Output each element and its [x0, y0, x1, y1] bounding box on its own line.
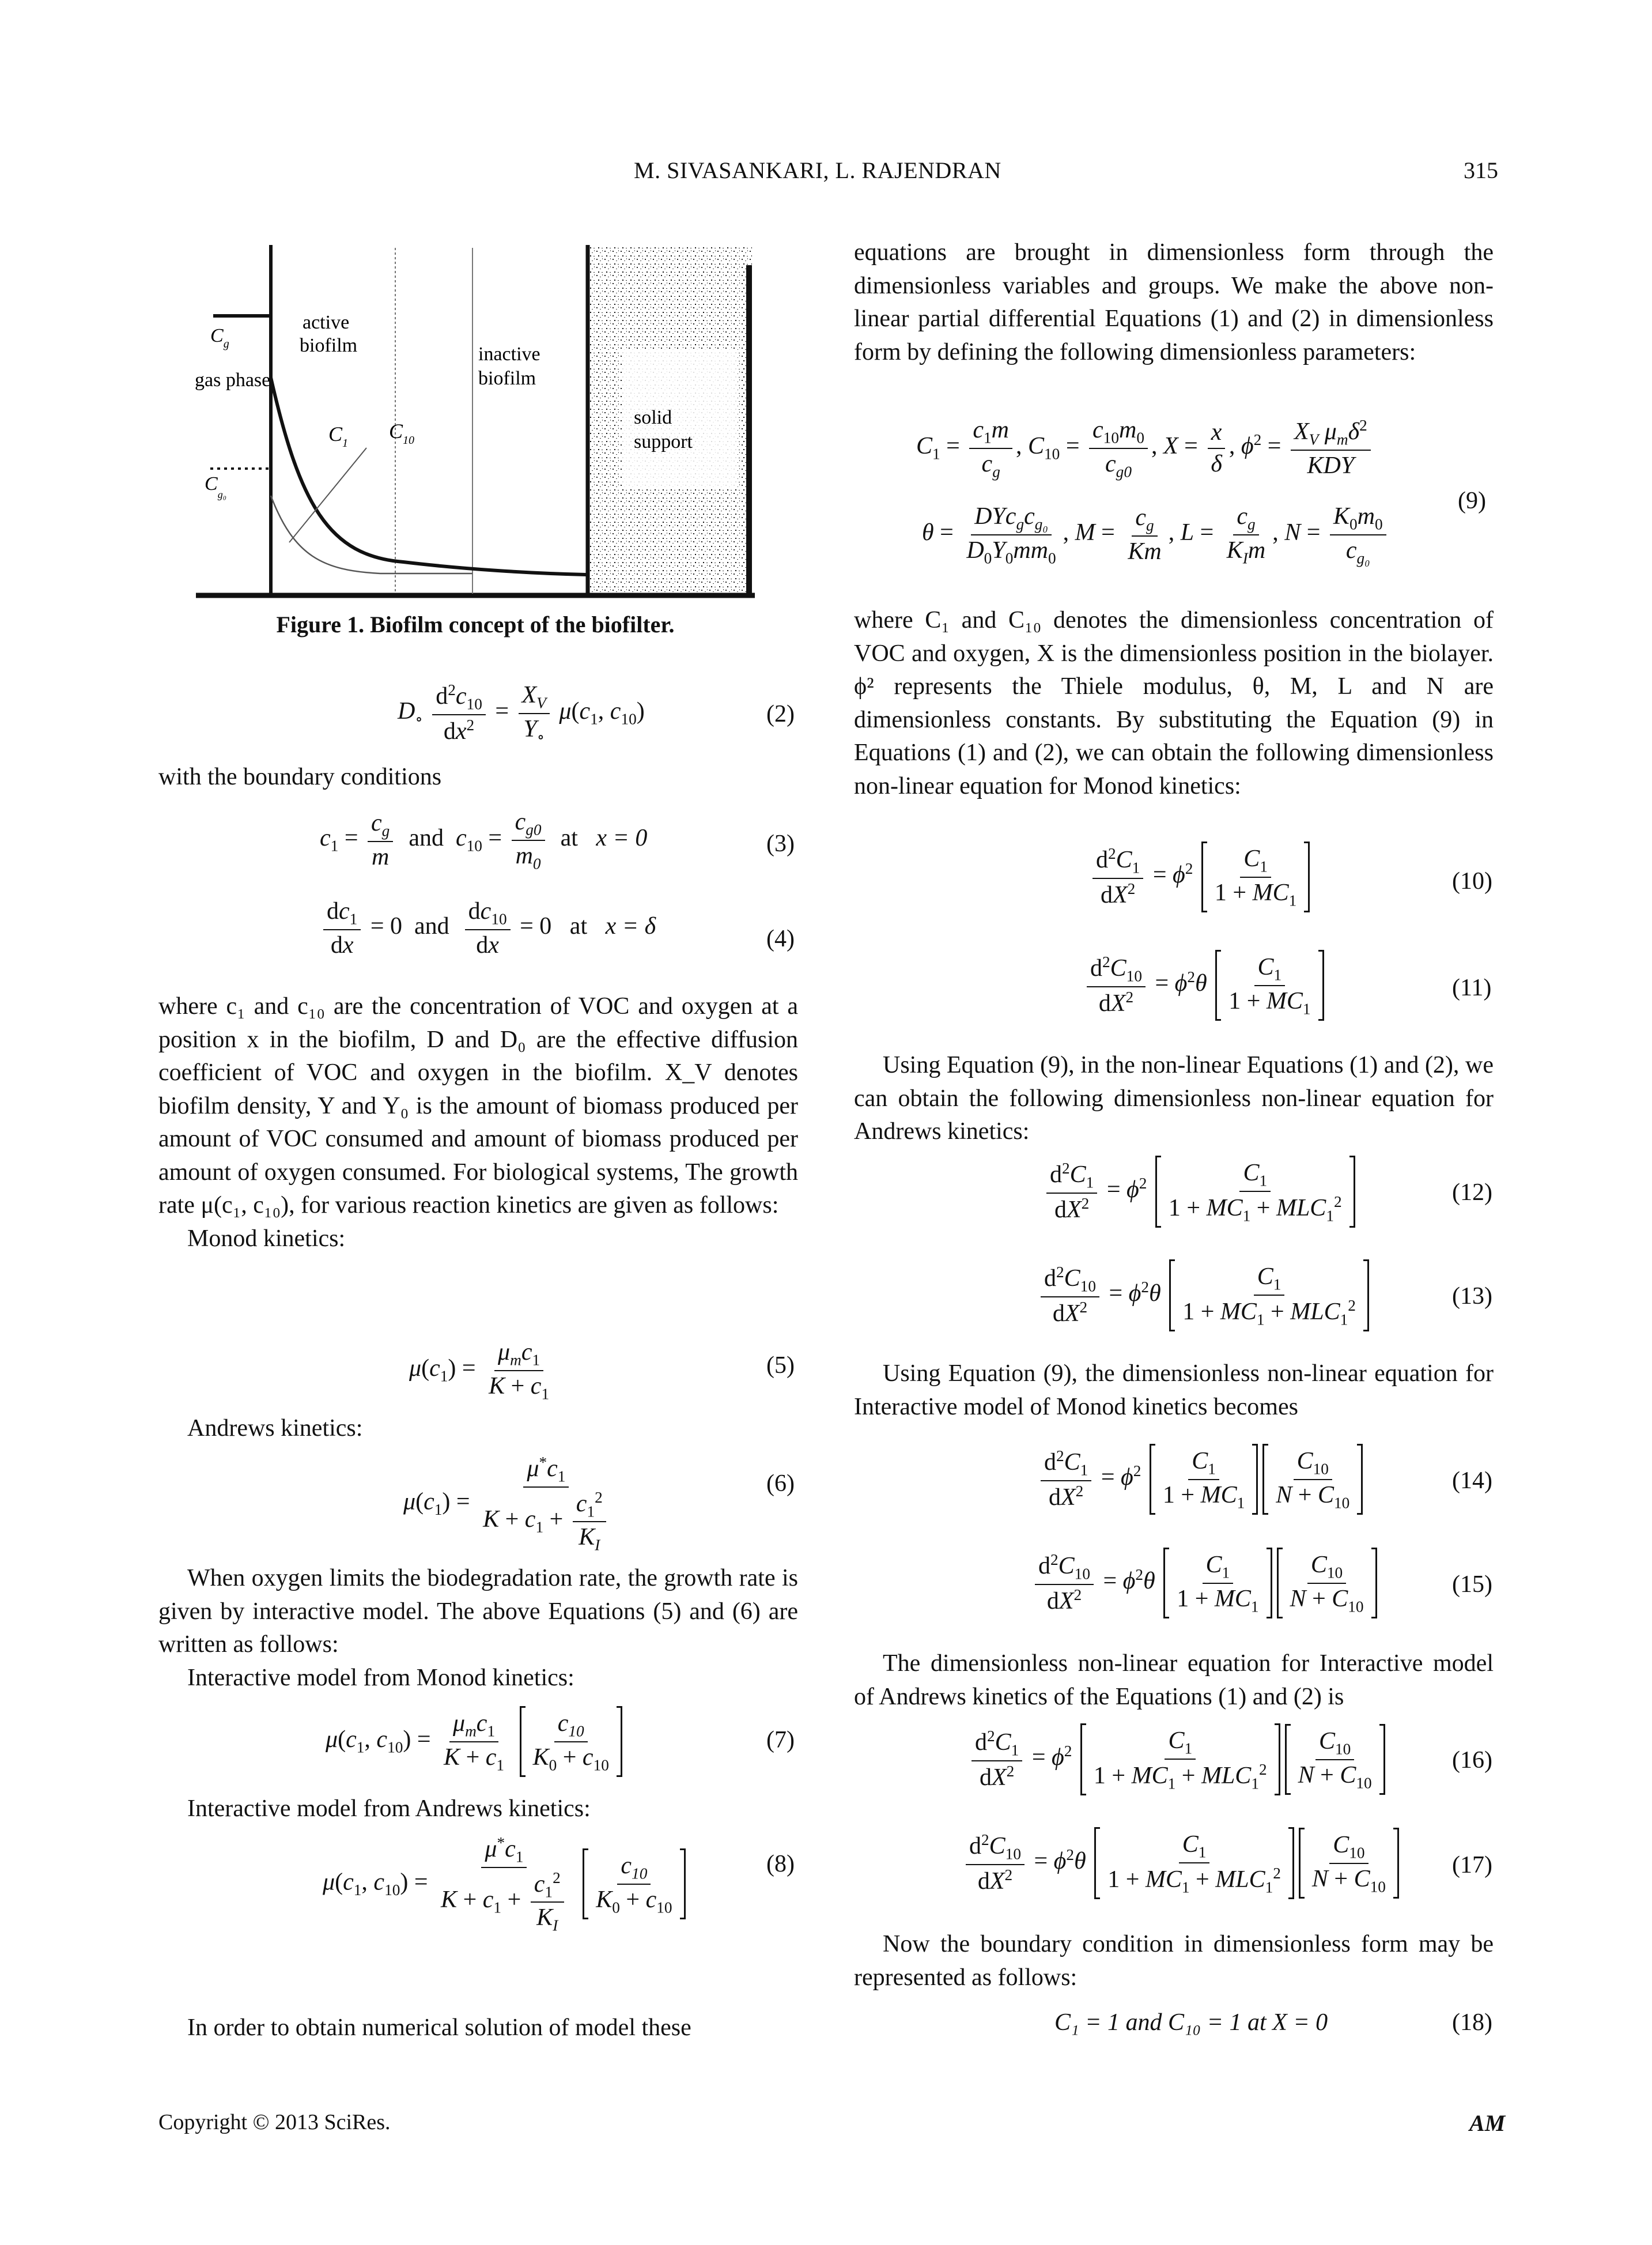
paragraph-andrews-intro: Using Equation (9), in the non-linear Equations (1) and (2), we can obtain the following dimensionless non-linear equation for Andrews kinetics:: [854, 1052, 1494, 1145]
equation-11-number: (11): [1452, 975, 1492, 1001]
paragraph-numerical-solution: In order to obtain numerical solution of model these: [187, 2014, 691, 2041]
heading-interactive-monod: Interactive model from Monod kinetics:: [187, 1664, 574, 1691]
equation-11: $\frac{d^2C_{10}}{dX^2}$ = $\phi^2\theta$ $\frac{C_1}{1 + MC_1}$: [1083, 950, 1326, 1021]
equation-18-number: (18): [1452, 2009, 1492, 2036]
page-number: 315: [1464, 157, 1498, 183]
figure-1: [184, 233, 761, 608]
equation-3-number: (3): [766, 831, 795, 857]
equation-6-number: (6): [766, 1470, 795, 1497]
equation-12: $\frac{d^2C_1}{dX^2}$ = $\phi^2$ $\frac{C_1}{1 + MC_1 + MLC_1^2}$: [1043, 1156, 1358, 1228]
equation-7: $\mu(c_1$, $c_{10}$) = $\frac{\mu_mc_1}{K + c_1}$ $\frac{c_{10}}{K_0 + c_{10}}$: [326, 1706, 625, 1777]
equation-9-line-1: $C_1$ = $\frac{c_1m}{c_g}$ , $C_{10}$ = $\frac{c_{10}m_0}{c_{g0}}$ , X = $\frac{x}{\delta}$ , $\phi^2$ = $\frac{X_V \mu_m\delta^2}{\text{KDY}}$: [916, 415, 1374, 481]
heading-andrews-kinetics: Andrews kinetics:: [187, 1415, 363, 1442]
label-gas-phase: gas phase: [195, 369, 271, 391]
equation-16: $\frac{d^2C_1}{dX^2}$ = $\phi^2$ $\frac{C_1}{1 + MC_1 + MLC_1^2}$ $\frac{C_{10}}{N + C_{10}}$: [968, 1723, 1388, 1795]
footer-copyright: Copyright © 2013 SciRes.: [158, 2110, 391, 2134]
equation-15-number: (15): [1452, 1571, 1492, 1598]
paragraph-dimensionless-intro: equations are brought in dimensionless form through the dimensionless variables and groups. We make the above non-linear partial differential Equations (1) and (2) in dimensionless form by defining the following dimensionless parameters:: [854, 239, 1494, 365]
label-cg: $C_g$: [210, 325, 229, 350]
paragraph-interactive-monod-intro: Using Equation (9), the dimensionless non-linear equation for Interactive model of Monod kinetics becomes: [854, 1360, 1494, 1420]
equation-17-number: (17): [1452, 1852, 1492, 1878]
heading-monod-kinetics: Monod kinetics:: [187, 1225, 346, 1252]
equation-5-number: (5): [766, 1352, 795, 1379]
equation-15: $\frac{d^2C_{10}}{dX^2}$ = $\phi^2\theta$ $\frac{C_1}{1 + MC_1}$ $\frac{C_{10}}{N + C_{10}}$: [1031, 1548, 1379, 1618]
label-support: support: [634, 431, 693, 452]
paragraph-interactive-model: When oxygen limits the biodegradation rate, the growth rate is given by interactive model. The above Equations (5) and (6) are written as follows:: [158, 1565, 798, 1658]
equation-7-number: (7): [766, 1727, 795, 1753]
paragraph-variables: where c₁ and c₁₀ are the concentration of VOC and oxygen at a position x in the biofilm, D and D₀ are the effective diffusion coefficient of VOC and oxygen in the biofilm. X_V denotes biofilm density, Y and Y₀ is the amount of biomass produced per amount of VOC consumed and amount of biomass produced per amount of oxygen consumed. For biological systems, The growth rate μ(c₁, c₁₀), for various reaction kinetics are given as follows:: [158, 993, 798, 1218]
footer-journal: AM: [1469, 2110, 1506, 2136]
figure-caption: Figure 1. Biofilm concept of the biofilter.: [276, 612, 675, 637]
equation-2-number: (2): [766, 701, 795, 727]
text-boundary-conditions: with the boundary conditions: [158, 764, 442, 790]
equation-13: $\frac{d^2C_{10}}{dX^2}$ = $\phi^2\theta$ $\frac{C_1}{1 + MC_1 + MLC_1^2}$: [1037, 1259, 1371, 1331]
equation-14: $\frac{d^2C_1}{dX^2}$ = $\phi^2$ $\frac{C_1}{1 + MC_1}$ $\frac{C_{10}}{N + C_{10}}$: [1037, 1444, 1365, 1515]
label-c1: $C_1$: [328, 422, 349, 450]
label-active-biofilm: biofilm: [300, 335, 358, 356]
label-inactive: inactive: [478, 344, 540, 365]
equation-9-line-2: θ = $\frac{DYc_gc_{g_0}}{D_0Y_0mm_0}$ , M = $\frac{c_g}{Km}$ , L = $\frac{c_g}{K_Im}$ , N = $\frac{K_0m_0}{c_{g_0}}$: [922, 501, 1390, 568]
label-inactive-biofilm: biofilm: [478, 368, 536, 389]
running-header-authors: M. SIVASANKARI, L. RAJENDRAN: [634, 157, 1001, 183]
equation-4: $\frac{dc_1}{dx}$ = 0 and $\frac{dc_{10}}{dx}$ = 0 at x = δ: [320, 896, 656, 960]
equation-14-number: (14): [1452, 1467, 1492, 1494]
paragraph-dimensionless-definitions: where C₁ and C₁₀ denotes the dimensionless concentration of VOC and oxygen, X is the dimensionless position in the biolayer. ϕ² represents the Thiele modulus, θ, M, L and N are dimensionless constants. By substituting the Equation (9) in Equations (1) and (2), we can obtain the following dimensionless non-linear equation for Monod kinetics:: [854, 607, 1494, 799]
heading-interactive-andrews: Interactive model from Andrews kinetics:: [187, 1795, 591, 1822]
equation-10-number: (10): [1452, 868, 1492, 895]
equation-9-number: (9): [1458, 488, 1486, 514]
equation-13-number: (13): [1452, 1283, 1492, 1310]
biofilm-diagram: [184, 233, 761, 608]
equation-4-number: (4): [766, 926, 795, 952]
equation-8: $\mu(c_1$, $c_{10}$) = $\mu^*c_1$ $K + c_1$ + $\frac{c_1^2}{K_I}$ $\frac{c_{10}}{K_0 + c_{10}}$: [323, 1833, 688, 1935]
equation-17: $\frac{d^2C_{10}}{dX^2}$ = $\phi^2\theta$ $\frac{C_1}{1 + MC_1 + MLC_1^2}$ $\frac{C_{10}}{N + C_{10}}$: [962, 1827, 1401, 1899]
equation-6: $\mu(c_1)$ = $\mu^*c_1$ $K + c_1$ + $\frac{c_1^2}{K_I}$: [403, 1452, 617, 1555]
equation-8-number: (8): [766, 1851, 795, 1877]
label-cg0: $C_{g_0}$: [205, 473, 226, 500]
equation-18: C₁ = 1 and C₁₀ = 1 at X = 0: [1054, 2009, 1328, 2036]
paragraph-interactive-andrews-intro: The dimensionless non-linear equation for Interactive model of Andrews kinetics of the Equations (1) and (2) is: [854, 1650, 1494, 1710]
equation-10: $\frac{d^2C_1}{dX^2}$ = $\phi^2$ $\frac{C_1}{1 + MC_1}$: [1089, 842, 1312, 912]
equation-3: $c_1$ = $\frac{c_g}{m}$ and $c_{10}$ = $\frac{c_{g0}}{m_0}$ at x = 0: [320, 807, 647, 873]
label-solid: solid: [634, 407, 672, 428]
paragraph-boundary-dimensionless: Now the boundary condition in dimensionless form may be represented as follows:: [854, 1931, 1494, 1991]
equation-12-number: (12): [1452, 1179, 1492, 1206]
equation-5: $\mu(c_1)$ = $\frac{\mu_mc_1}{K + c_1}$: [409, 1337, 556, 1403]
label-c10: $C_{10}$: [389, 420, 415, 447]
label-active: active: [303, 312, 350, 333]
equation-16-number: (16): [1452, 1747, 1492, 1774]
equation-2: $D_\circ$ $\frac{d^2c_{10}}{dx^2}$ = $\frac{X_V}{Y_\circ}$ $\mu(c_1$, $c_{10}$): [398, 681, 645, 745]
